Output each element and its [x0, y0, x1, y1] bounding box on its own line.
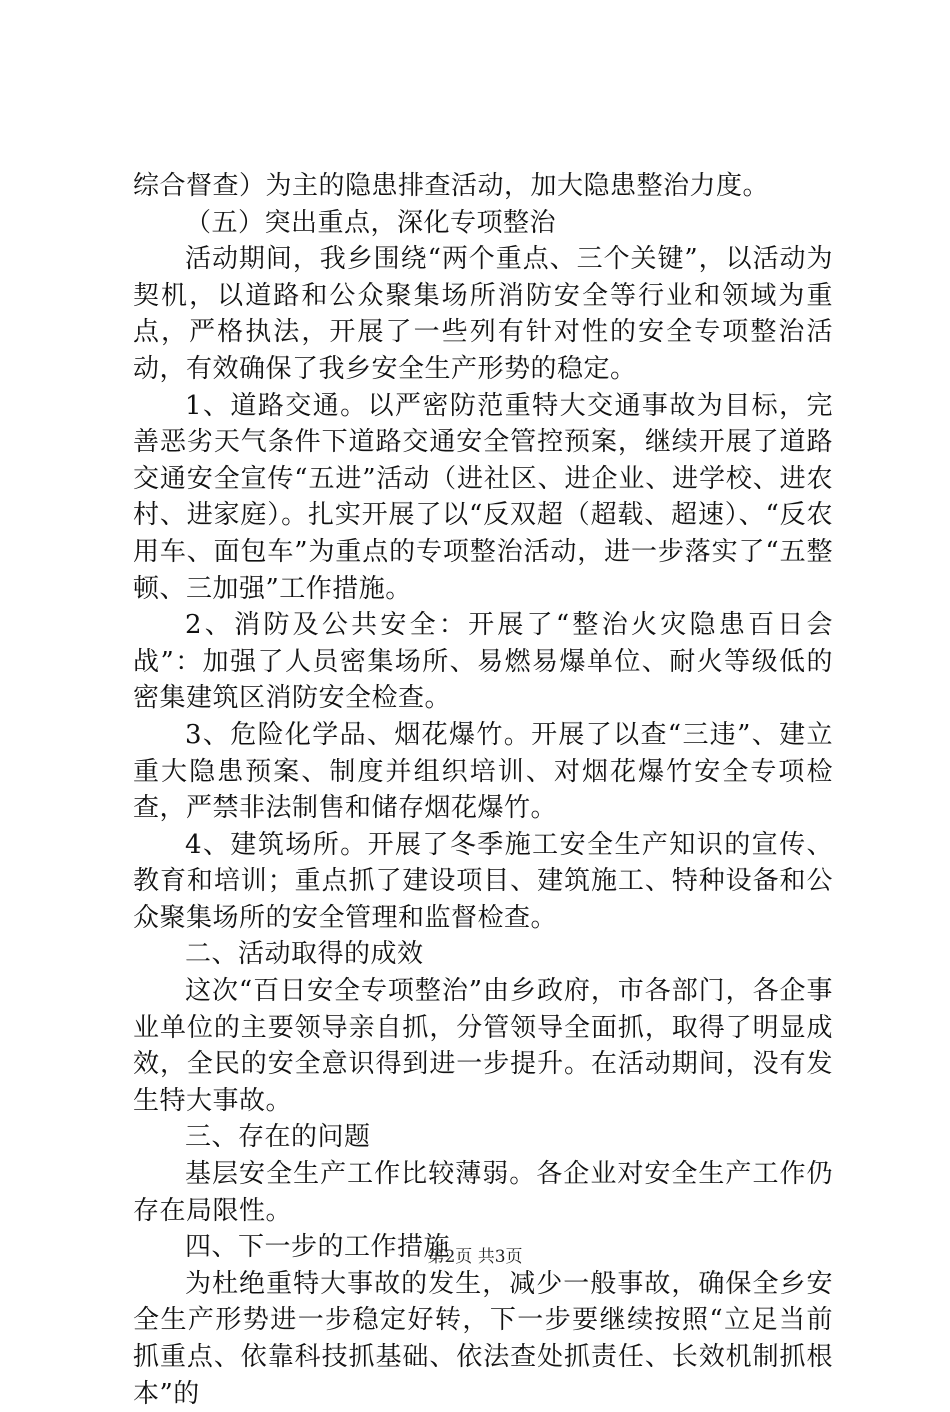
paragraph-hazardous-chemicals: 3、危险化学品、烟花爆竹。开展了以查“三违”、建立重大隐患预案、制度并组织培训、对烟花爆竹安全专项检查，严禁非法制售和储存烟花爆竹。 [133, 719, 833, 824]
section-heading-results: 二、活动取得的成效 [185, 939, 424, 970]
paragraph-fire-safety: 2、消防及公共安全：开展了“整治火灾隐患百日会战”：加强了人员密集场所、易燃易爆单位、耐火等级低的密集建筑区消防安全检查。 [133, 610, 833, 714]
paragraph-problems: 基层安全生产工作比较薄弱。各企业对安全生产工作仍存在局限性。 [133, 1159, 833, 1226]
section-heading-5: （五）突出重点，深化专项整治 [185, 207, 557, 238]
paragraph-next-steps: 为杜绝重特大事故的发生，减少一般事故，确保全乡安全生产形势进一步稳定好转，下一步要继续按照“立足当前抓重点、依靠科技抓基础、依法查处抓责任、长效机制抓根本”的 [133, 1268, 833, 1409]
section-heading-problems: 三、存在的问题 [185, 1122, 371, 1153]
page-number-footer: 第2页 共3页 [427, 1247, 523, 1267]
section-heading-next-steps: 四、下一步的工作措施 [185, 1232, 451, 1263]
paragraph-activity-period: 活动期间，我乡围绕“两个重点、三个关键”，以活动为契机，以道路和公众聚集场所消防安全等行业和领域为重点，严格执法，开展了一些列有针对性的安全专项整治活动，有效确保了我乡安全生产形势的稳定。 [133, 244, 833, 384]
paragraph-results: 这次“百日安全专项整治”由乡政府，市各部门，各企事业单位的主要领导亲自抓，分管领导全面抓，取得了明显成效，全民的安全意识得到进一步提升。在活动期间，没有发生特大事故。 [133, 976, 833, 1116]
paragraph-construction-sites: 4、建筑场所。开展了冬季施工安全生产知识的宣传、教育和培训；重点抓了建设项目、建筑施工、特种设备和公众聚集场所的安全管理和监督检查。 [133, 829, 833, 933]
document-body [133, 168, 833, 1412]
paragraph-continuation: 综合督查）为主的隐患排查活动，加大隐患整治力度。 [133, 171, 770, 201]
paragraph-road-traffic: 1、道路交通。以严密防范重特大交通事故为目标，完善恶劣天气条件下道路交通安全管控预案，继续开展了道路交通安全宣传“五进”活动（进社区、进企业、进学校、进农村、进家庭）。扎实开展了以“反双超（超载、超速）、“反农用车、面包车”为重点的专项整治活动，进一步落实了“五整顿、三加强”工作措施。 [133, 390, 833, 604]
